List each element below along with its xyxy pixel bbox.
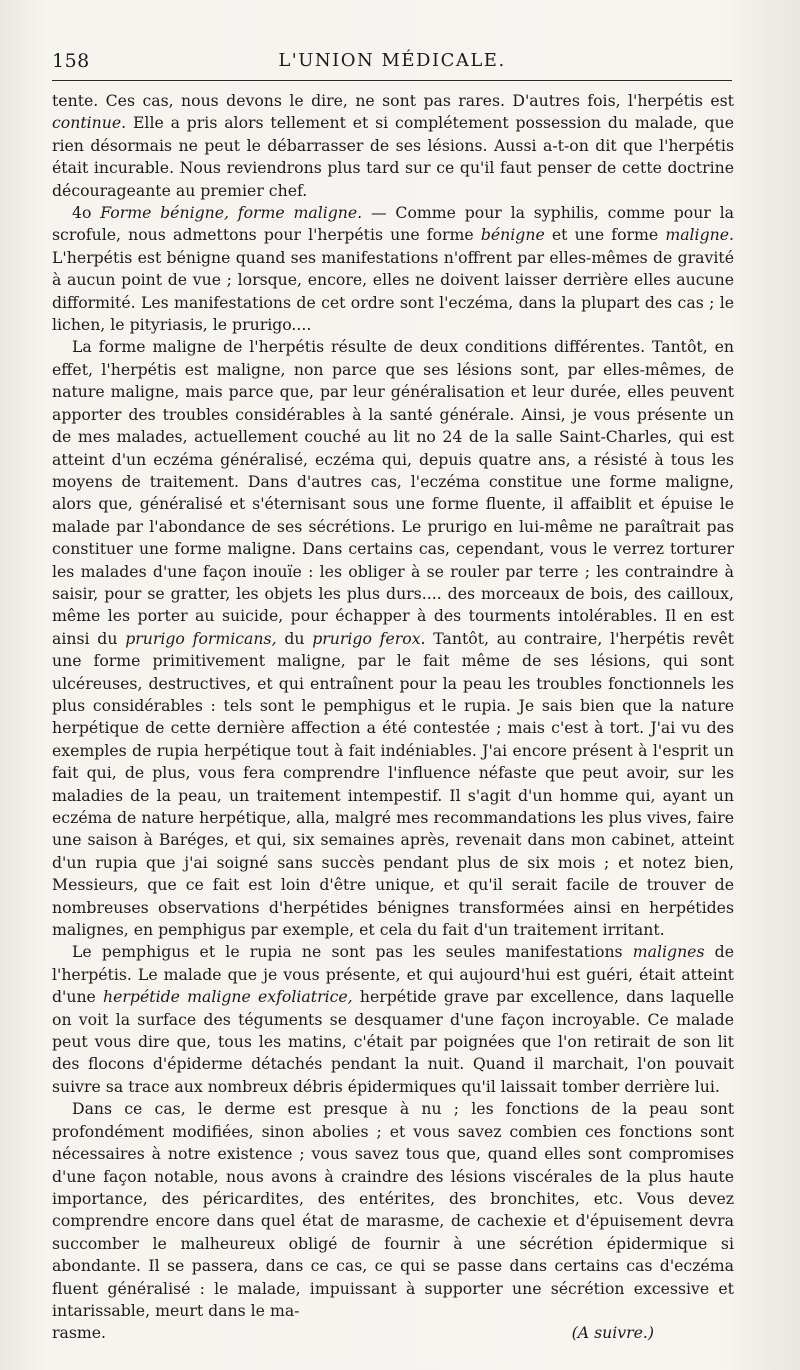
- text-run: Dans ce cas, le derme est presque à nu ; les fonctions de la peau sont profondément modifiées, sinon abolies ; et vous savez combien ces fonctions sont nécessaires à notre existence ; vous savez tous que, quand elles sont compromises d'une façon notable, nous avons à craindre des lésions viscérales de la plus haute importance, des péricardites, des entérites, des bronchites, etc. Vous devez comprendre encore dans quel état de marasme, de cachexie et d'épuisement devra succomber le malheureux obligé de fournir à une sécrétion épidermique si abondante. Il se passera, dans ce cas, ce qui se passe dans certains cas d'eczéma fluent généralisé : le malade, impuissant à supporter une sécrétion excessive et intarissable, meurt dans le ma-: [52, 1099, 734, 1320]
- italic-text: prurigo ferox.: [312, 628, 426, 648]
- last-word: rasme.: [52, 1323, 107, 1343]
- paragraph: [52, 90, 734, 202]
- article-body: [52, 90, 734, 1345]
- italic-text: continue.: [52, 113, 127, 133]
- paragraph: [52, 1098, 734, 1322]
- text-run: 4o: [72, 203, 101, 223]
- italic-text: herpétide maligne exfoliatrice,: [103, 987, 353, 1007]
- text-run: Elle a pris alors tellement et si complétement possession du malade, que rien désormais ne peut le débarrasser de ses lésions. Aussi a-t-on dit que l'herpétis était incurable. Nous reviendrons plus tard sur ce qu'il faut penser de cette doctrine décourageante au premier chef.: [52, 113, 734, 200]
- paragraph: [52, 941, 734, 1098]
- text-run: Tantôt, au contraire, l'herpétis revêt une forme primitivement maligne, par le fait même de ses lésions, qui sont ulcéreuses, destructives, et qui entraînent pour la peau les troubles fonctionnels les plus considérables : tels sont le pemphigus et le rupia. Je sais bien que la nature herpétique de cette dernière affection a été contestée ; mais c'est à tort. J'ai vu des exemples de rupia herpétique tout à fait indéniables. J'ai encore présent à l'esprit un fait qui, de plus, vous fera comprendre l'influence néfaste que peut avoir, sur les maladies de la peau, un traitement intempestif. Il s'agit d'un homme qui, ayant un eczéma de nature herpétique, alla, malgré mes recommandations les plus vives, faire une saison à Baréges, et qui, six semaines après, revenait dans mon cabinet, atteint d'un rupia que j'ai soigné sans succès pendant plus de six mois ; et notez bien, Messieurs, que ce fait est loin d'être unique, et qu'il serait facile de trouver de nombreuses observations d'herpétides bénignes transformées ainsi en herpétides malignes, en pemphigus par exemple, et cela du fait d'un traitement irritant.: [52, 628, 734, 940]
- closing-line: [52, 1322, 734, 1344]
- italic-text: bénigne: [480, 225, 545, 245]
- continuation-note: (A suivre.): [571, 1323, 654, 1343]
- text-run: La forme maligne de l'herpétis résulte de deux conditions différentes. Tantôt, en effet, l'herpétis est maligne, non parce que ses lésions sont, par elles-mêmes, de nature maligne, mais parce que, par leur généralisation et leur durée, elles peuvent apporter des troubles considérables à la santé générale. Ainsi, je vous présente un de mes malades, actuellement couché au lit no 24 de la salle Saint-Charles, qui est atteint d'un eczéma généralisé, eczéma qui, depuis quatre ans, a résisté à tous les moyens de traitement. Dans d'autres cas, l'eczéma constitue une forme maligne, alors que, généralisé et s'éternisant sous une forme fluente, il affaiblit et épuise le malade par l'abondance de ses sécrétions. Le prurigo en lui-même ne paraîtrait pas constituer une forme maligne. Dans certains cas, cependant, vous le verrez torturer les malades d'une façon inouïe : les obliger à se rouler par terre ; les contraindre à saisir, pour se gratter, les objets les plus durs.... des morceaux de bois, des cailloux, même les porter au suicide, pour échapper à des tourments intolérables. Il en est ainsi du: [52, 337, 734, 648]
- italic-text: maligne.: [665, 225, 734, 245]
- text-run: du: [276, 628, 313, 648]
- page-header: [52, 44, 732, 81]
- italic-text: Forme bénigne, forme maligne.: [100, 203, 363, 223]
- paragraph-container: [52, 90, 734, 1322]
- text-run: de l'herpétis. Le malade que je vous présente, et qui aujourd'hui est guéri, était atteint d'une: [52, 942, 734, 1007]
- text-run: L'herpétis est bénigne quand ses manifestations n'offrent par elles-mêmes de gravité à aucun point de vue ; lorsque, encore, elles ne doivent laisser derrière elles aucune difformité. Les manifestations de cet ordre sont l'eczéma, dans la plupart des cas ; le lichen, le pityriasis, le prurigo....: [52, 247, 734, 335]
- text-run: et une forme: [544, 225, 666, 245]
- text-run: tente. Ces cas, nous devons le dire, ne sont pas rares. D'autres fois, l'herpétis est: [52, 91, 734, 110]
- text-run: Le pemphigus et le rupia ne sont pas les seules manifestations: [72, 942, 633, 962]
- text-run: — Comme pour la syphilis, comme pour la scrofule, nous admettons pour l'herpétis une forme: [52, 203, 734, 245]
- italic-text: prurigo formicans,: [125, 628, 277, 648]
- italic-text: malignes: [632, 942, 705, 962]
- running-title: L'UNION MÉDICALE.: [278, 50, 506, 71]
- page-number: 158: [52, 50, 90, 72]
- paragraph: [52, 202, 734, 336]
- text-run: herpétide grave par excellence, dans laquelle on voit la surface des téguments se desquamer d'une façon incroyable. Ce malade peut vous dire que, tous les matins, c'était par poignées que l'on retirait de son lit des flocons d'épiderme détachés pendant la nuit. Quand il marchait, l'on pouvait suivre sa trace aux nombreux débris épidermiques qu'il laissait tomber derrière lui.: [52, 987, 734, 1096]
- paragraph: [52, 336, 734, 941]
